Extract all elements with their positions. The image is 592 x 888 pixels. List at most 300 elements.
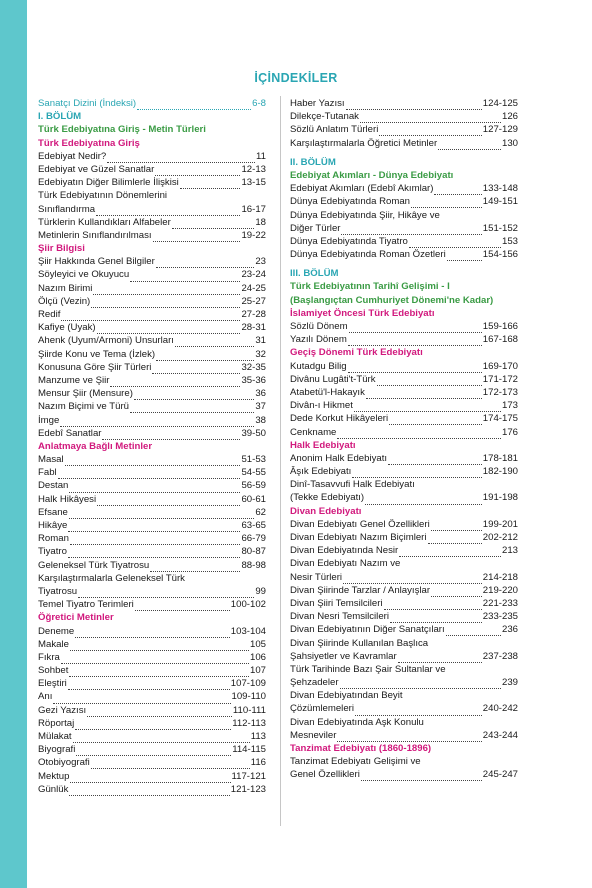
page-number: 109-110 [231, 691, 266, 703]
entry-title: Edebiyat Nedir? [38, 150, 107, 162]
toc-entry[interactable] [38, 598, 266, 611]
toc-entry[interactable] [38, 559, 266, 572]
page-number: 191-198 [482, 492, 518, 504]
toc-entry[interactable] [38, 585, 266, 598]
toc-entry[interactable] [290, 222, 518, 235]
page-number: 202-212 [482, 532, 518, 543]
entry-title: Temel Tiyatro Terimleri [38, 599, 134, 611]
page-number: 219-220 [482, 584, 518, 596]
entry-title: Deneme [38, 625, 75, 637]
section-heading [290, 294, 518, 307]
toc-entry[interactable] [290, 412, 518, 425]
entry-title: Hikâye [38, 520, 68, 531]
toc-entry[interactable] [38, 651, 266, 664]
entry-title: Biyografi [38, 744, 76, 756]
entry-title: Nazım Birimi [38, 282, 93, 294]
heading-text: Geçiş Dönemi Türk Edebiyatı [290, 347, 423, 359]
toc-entry[interactable] [38, 414, 266, 427]
dot-leader [337, 429, 501, 439]
page-number: 18 [255, 216, 266, 228]
entry-title: Divan Edebiyatının Diğer Sanatçıları [290, 624, 445, 636]
page-number: 167-168 [482, 334, 518, 346]
toc-entry[interactable] [290, 755, 518, 768]
dot-leader [346, 100, 482, 110]
page-number: 237-238 [482, 650, 518, 662]
section-heading [38, 110, 266, 123]
entry-title: Makale [38, 638, 69, 650]
toc-entry[interactable] [38, 625, 266, 638]
entry-title: Karşılaştırmalarla Öğretici Metinler [290, 137, 438, 149]
entry-title: Günlük [38, 783, 69, 795]
toc-entry[interactable] [290, 623, 518, 636]
page-number: 107 [249, 665, 266, 677]
dot-leader [65, 456, 241, 466]
toc-entry[interactable] [290, 209, 518, 222]
dot-leader [361, 771, 482, 781]
toc-entry[interactable] [290, 373, 518, 386]
toc-entry[interactable] [290, 137, 518, 150]
section-heading [38, 611, 266, 624]
page-number: 23 [255, 256, 266, 268]
toc-entry[interactable] [38, 677, 266, 690]
dot-leader [97, 324, 241, 334]
dot-leader [58, 469, 241, 479]
entry-title: Divan Edebiyatı Nazım ve [290, 558, 401, 570]
page-number: 174-175 [482, 413, 518, 425]
toc-entry[interactable] [290, 235, 518, 248]
page-number: 25-27 [241, 295, 266, 307]
dot-leader [399, 547, 501, 557]
section-heading [290, 156, 518, 169]
page-number: 245-247 [482, 769, 518, 781]
dot-leader [70, 641, 249, 651]
dot-leader [78, 588, 254, 598]
dot-leader [75, 720, 231, 730]
entry-title: Destan [38, 480, 69, 492]
toc-entry[interactable] [290, 333, 518, 346]
toc-entry[interactable] [38, 216, 266, 229]
entry-title: Masal [38, 454, 64, 466]
toc-entry[interactable] [38, 189, 266, 202]
toc-entry[interactable] [290, 123, 518, 136]
toc-entry[interactable] [38, 229, 266, 242]
entry-title: Çözümlemeleri [290, 703, 354, 715]
toc-entry[interactable] [38, 783, 266, 796]
toc-entry[interactable] [290, 729, 518, 742]
entry-title: Atabetü'l-Hakayık [290, 386, 365, 398]
dot-leader [156, 351, 254, 361]
toc-entry[interactable] [290, 610, 518, 623]
entry-title: Divan Şiiri Temsilcileri [290, 597, 383, 609]
section-heading [290, 267, 518, 280]
toc-entry[interactable] [38, 506, 266, 519]
dot-leader [388, 455, 482, 465]
entry-title: Şahsiyetler ve Kavramlar [290, 650, 397, 662]
dot-leader [411, 198, 482, 208]
toc-entry[interactable] [290, 452, 518, 465]
page-number: 99 [255, 585, 266, 597]
toc-entry[interactable] [38, 348, 266, 361]
toc-entry[interactable] [38, 730, 266, 743]
entry-title: Metinlerin Sınıflandırılması [38, 229, 152, 241]
dot-leader [130, 272, 240, 282]
page-number: 12-13 [241, 163, 266, 175]
dot-leader [75, 628, 230, 638]
dot-leader [152, 364, 240, 374]
page-number: 236 [501, 624, 518, 636]
toc-entry[interactable] [290, 248, 518, 261]
entry-title: Roman [38, 533, 69, 545]
dot-leader [431, 521, 482, 531]
toc-entry[interactable] [290, 97, 518, 110]
toc-left-column [38, 97, 266, 796]
page-number: 169-170 [482, 360, 518, 372]
page-number: 62 [255, 506, 266, 518]
toc-entry[interactable] [38, 545, 266, 558]
page-number: 151-152 [482, 222, 518, 234]
entry-title: Şiirde Konu ve Tema (İzlek) [38, 348, 156, 360]
heading-text: II. BÖLÜM [290, 156, 336, 168]
toc-entry[interactable] [290, 531, 518, 544]
dot-leader [377, 376, 482, 386]
entry-title: Ahenk (Uyum/Armoni) Unsurları [38, 335, 174, 347]
page-number: 11 [256, 150, 266, 162]
toc-entry[interactable] [38, 638, 266, 651]
toc-entry[interactable] [38, 203, 266, 216]
dot-leader [60, 417, 254, 427]
toc-entry[interactable] [290, 597, 518, 610]
page-number: 37 [255, 401, 266, 413]
section-heading [38, 137, 266, 150]
toc-entry[interactable] [290, 702, 518, 715]
entry-title: Geleneksel Türk Tiyatrosu [38, 559, 150, 571]
page-number: 63-65 [241, 520, 266, 531]
toc-entry[interactable] [38, 479, 266, 492]
section-heading [290, 169, 518, 182]
toc-entry[interactable] [290, 768, 518, 781]
heading-text: Türk Edebiyatına Giriş - Metin Türleri [38, 124, 206, 136]
entry-title: Şiir Hakkında Genel Bilgiler [38, 256, 155, 268]
entry-title: Sanatçı Dizini (İndeksi) [38, 98, 137, 109]
dot-leader [180, 179, 241, 189]
dot-leader [153, 232, 241, 242]
section-heading [290, 307, 518, 320]
entry-title: Nesir Türleri [290, 571, 343, 583]
dot-leader [398, 653, 482, 663]
page-number: 130 [501, 137, 518, 149]
dot-leader [348, 363, 482, 373]
toc-entry[interactable] [290, 386, 518, 399]
dot-leader [76, 746, 231, 756]
entry-title: Mülakat [38, 731, 72, 742]
entry-title: Edebiyatın Diğer Bilimlerle İlişkisi [38, 177, 179, 189]
dot-leader [61, 311, 240, 321]
dot-leader [70, 535, 241, 545]
dot-leader [352, 468, 481, 478]
toc-entry[interactable] [290, 491, 518, 504]
section-heading [290, 346, 518, 359]
dot-leader [137, 100, 251, 110]
dot-leader [434, 185, 481, 195]
toc-entry[interactable] [38, 532, 266, 545]
page-number: 27-28 [241, 309, 266, 320]
toc-entry[interactable] [290, 584, 518, 597]
toc-entry[interactable] [38, 427, 266, 440]
heading-text: Şiir Bilgisi [38, 243, 85, 255]
toc-entry[interactable] [290, 360, 518, 373]
heading-text: Divan Edebiyatı [290, 505, 362, 517]
dot-leader [360, 113, 501, 123]
toc-entry[interactable] [38, 334, 266, 347]
entry-title: Edebiyat ve Güzel Sanatlar [38, 163, 155, 175]
entry-title: Kutadgu Bilig [290, 360, 347, 372]
entry-title: Cenkname [290, 426, 337, 438]
heading-text: Tanzimat Edebiyatı (1860-1896) [290, 743, 432, 754]
page-number: 13-15 [241, 177, 266, 189]
toc-entry[interactable] [38, 519, 266, 532]
toc-entry[interactable] [290, 426, 518, 439]
dot-leader [61, 654, 249, 664]
entry-title: Ölçü (Vezin) [38, 295, 91, 307]
entry-title: Türk Tarihinde Bazı Şair Sultanlar ve [290, 663, 446, 675]
toc-entry[interactable] [38, 717, 266, 730]
toc-entry[interactable] [38, 268, 266, 281]
toc-entry[interactable] [38, 664, 266, 677]
entry-title: Sözlü Dönem [290, 321, 348, 332]
page-number: 103-104 [230, 625, 266, 637]
toc-entry[interactable] [38, 176, 266, 189]
toc-entry[interactable] [38, 361, 266, 374]
dot-leader [73, 733, 250, 743]
page-number: 121-123 [230, 783, 266, 795]
dot-leader [93, 285, 240, 295]
toc-entry[interactable] [290, 195, 518, 208]
toc-entry[interactable] [38, 572, 266, 585]
dot-leader [438, 140, 501, 150]
dot-leader [110, 377, 240, 387]
heading-text: Türk Edebiyatının Tarihî Gelişimi - I [290, 281, 450, 293]
entry-title: Redif [38, 309, 61, 320]
toc-entry[interactable] [38, 97, 266, 110]
page-number: 233-235 [482, 611, 518, 623]
entry-title: Divan Şiirinde Tarzlar / Anlayışlar [290, 584, 431, 596]
dot-leader [155, 166, 240, 176]
toc-entry[interactable] [290, 478, 518, 491]
entry-title: Divân-ı Hikmet [290, 400, 353, 412]
entry-title: Dede Korkut Hikâyeleri [290, 413, 389, 425]
dot-leader [384, 600, 482, 610]
toc-entry[interactable] [290, 689, 518, 702]
entry-title: Diğer Türler [290, 222, 341, 234]
entry-title: Âşık Edebiyatı [290, 466, 352, 478]
dot-leader [68, 548, 240, 558]
entry-title: Divan Edebiyatında Nesir [290, 545, 399, 557]
entry-title: Edebiyat Akımları (Edebî Akımlar) [290, 183, 434, 195]
toc-entry[interactable] [38, 282, 266, 295]
page-number: 32 [255, 348, 266, 360]
page-number: 154-156 [482, 249, 518, 261]
dot-leader [91, 298, 240, 308]
toc-entry[interactable] [290, 637, 518, 650]
toc-entry[interactable] [290, 663, 518, 676]
dot-leader [379, 126, 481, 136]
entry-title: Fıkra [38, 651, 60, 663]
heading-text: Halk Edebiyatı [290, 439, 356, 451]
entry-title: Halk Hikâyesi [38, 493, 97, 505]
dot-leader [390, 613, 482, 623]
page-number: 113 [250, 731, 266, 742]
toc-entry[interactable] [38, 400, 266, 413]
toc-entry[interactable] [38, 453, 266, 466]
page-number: 221-233 [482, 597, 518, 609]
dot-leader [340, 679, 501, 689]
heading-text: (Başlangıçtan Cumhuriyet Dönemi'ne Kadar) [290, 294, 494, 306]
entry-title: Dünya Edebiyatında Şiir, Hikâye ve [290, 209, 440, 221]
page-number: 107-109 [230, 678, 266, 690]
page-number: 6-8 [252, 98, 266, 109]
page-number: 23-24 [241, 269, 266, 281]
page-number: 126 [501, 111, 518, 123]
toc-entry[interactable] [38, 493, 266, 506]
entry-title: Yazılı Dönem [290, 334, 347, 346]
page-number: 54-55 [241, 467, 266, 479]
entry-title: Tanzimat Edebiyatı Gelişimi ve [290, 756, 421, 768]
heading-text: Türk Edebiyatına Giriş [38, 137, 140, 149]
entry-title: Tiyatro [38, 546, 67, 558]
dot-leader [337, 732, 481, 742]
toc-entry[interactable] [290, 518, 518, 531]
page-number: 60-61 [241, 493, 266, 505]
page-number: 31 [255, 335, 266, 347]
toc-entry[interactable] [38, 466, 266, 479]
toc-entry[interactable] [38, 690, 266, 703]
heading-text: Anlatmaya Bağlı Metinler [38, 440, 153, 452]
page-number: 66-79 [241, 533, 266, 545]
toc-entry[interactable] [38, 743, 266, 756]
toc-entry[interactable] [38, 704, 266, 717]
dot-leader [355, 706, 482, 716]
toc-entry[interactable] [290, 399, 518, 412]
toc-entry[interactable] [290, 676, 518, 689]
side-color-strip [0, 0, 27, 888]
page-number: 24-25 [241, 282, 266, 294]
toc-entry[interactable] [290, 465, 518, 478]
dot-leader [87, 707, 232, 717]
page-number: 39-50 [241, 427, 266, 439]
toc-entry[interactable] [38, 387, 266, 400]
section-heading [290, 742, 518, 755]
section-heading [290, 505, 518, 518]
toc-entry[interactable] [38, 295, 266, 308]
page-number: 19-22 [241, 229, 266, 241]
entry-title: Haber Yazısı [290, 98, 345, 109]
heading-text: İslamiyet Öncesi Türk Edebiyatı [290, 307, 435, 319]
page-number: 133-148 [482, 183, 518, 195]
dot-leader [69, 667, 249, 677]
page-number: 112-113 [232, 717, 266, 729]
entry-title: Dinî-Tasavvufi Halk Edebiyatı [290, 479, 415, 491]
entry-title: Anonim Halk Edebiyatı [290, 452, 388, 464]
entry-title: Edebî Sanatlar [38, 427, 102, 439]
dot-leader [431, 587, 482, 597]
heading-text: Öğretici Metinler [38, 612, 114, 624]
toc-entry[interactable] [38, 255, 266, 268]
dot-leader [354, 402, 501, 412]
section-heading [38, 440, 266, 453]
dot-leader [91, 759, 250, 769]
toc-entry[interactable] [290, 320, 518, 333]
page-number: 213 [501, 545, 518, 557]
toc-entry[interactable] [38, 321, 266, 334]
toc-entry[interactable] [290, 716, 518, 729]
entry-title: Mesneviler [290, 729, 337, 741]
page-number: 214-218 [482, 571, 518, 583]
toc-entry[interactable] [38, 374, 266, 387]
entry-title: Dünya Edebiyatında Roman Özetleri [290, 249, 446, 261]
page-number: 243-244 [482, 729, 518, 741]
page-number: 32-35 [241, 361, 266, 373]
entry-title: Eleştiri [38, 678, 67, 690]
toc-entry[interactable] [290, 544, 518, 557]
page-number: 56-59 [241, 480, 266, 492]
toc-entry[interactable] [290, 110, 518, 123]
heading-text: III. BÖLÜM [290, 268, 339, 280]
column-divider [280, 96, 281, 826]
page-number: 159-166 [482, 321, 518, 332]
toc-entry[interactable] [290, 557, 518, 570]
page-number: 239 [501, 677, 518, 689]
dot-leader [107, 153, 255, 163]
page-number: 116 [250, 757, 266, 769]
toc-right-column [290, 97, 518, 782]
toc-entry[interactable] [38, 308, 266, 321]
dot-leader [69, 786, 229, 796]
dot-leader [341, 225, 481, 235]
dot-leader [134, 390, 254, 400]
dot-leader [53, 694, 230, 704]
dot-leader [409, 238, 501, 248]
entry-title: Mektup [38, 770, 70, 782]
dot-leader [156, 258, 255, 268]
dot-leader [348, 336, 482, 346]
dot-leader [96, 206, 240, 216]
dot-leader [389, 415, 482, 425]
toc-entry[interactable] [38, 756, 266, 769]
entry-title: Sözlü Anlatım Türleri [290, 124, 379, 136]
entry-title: Divan Edebiyatından Beyit [290, 690, 403, 702]
dot-leader [135, 601, 230, 611]
page-title: İÇİNDEKİLER [254, 71, 338, 85]
entry-title: Sohbet [38, 665, 69, 677]
toc-entry[interactable] [38, 163, 266, 176]
toc-entry[interactable] [38, 770, 266, 783]
dot-leader [70, 773, 230, 783]
page-number: 114-115 [232, 744, 266, 756]
toc-entry[interactable] [38, 150, 266, 163]
dot-leader [428, 534, 482, 544]
page-number: 127-129 [482, 124, 518, 136]
dot-leader [97, 496, 240, 506]
page-number: 178-181 [482, 452, 518, 464]
toc-entry[interactable] [290, 571, 518, 584]
toc-entry[interactable] [290, 182, 518, 195]
entry-title: Otobiyografi [38, 757, 90, 769]
page-number: 153 [501, 235, 518, 247]
section-heading [290, 280, 518, 293]
entry-title: Divan Şiirinde Kullanılan Başlıca [290, 637, 429, 649]
dot-leader [366, 389, 482, 399]
toc-entry[interactable] [290, 650, 518, 663]
